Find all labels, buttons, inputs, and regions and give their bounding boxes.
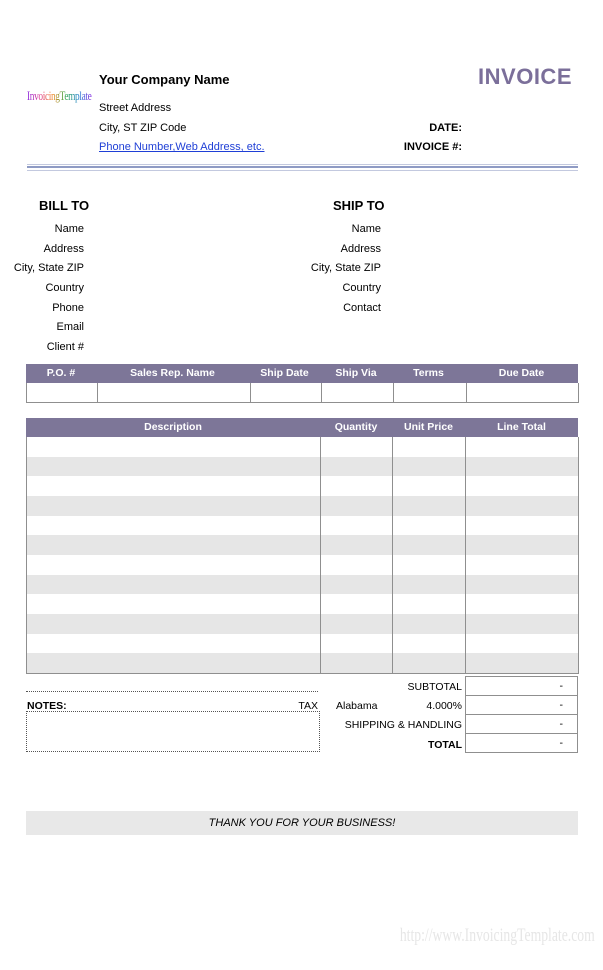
col-description: Description (144, 421, 202, 433)
notes-box[interactable] (26, 711, 320, 752)
tax-value[interactable]: - (465, 696, 578, 715)
item-row[interactable] (27, 535, 578, 555)
bill-to-field: Name (54, 223, 84, 235)
company-logo: InvoicingTemplate (27, 88, 92, 103)
ship-to-field: Contact (343, 302, 381, 314)
company-city: City, ST ZIP Code (99, 122, 187, 134)
col-unit-price: Unit Price (403, 421, 453, 433)
bill-to-field: Country (45, 282, 84, 294)
item-row[interactable] (27, 516, 578, 536)
ship-to-field: Name (351, 223, 381, 235)
cell-divider (320, 437, 321, 673)
col-sales-rep: Sales Rep. Name (130, 367, 215, 379)
item-row[interactable] (27, 496, 578, 516)
item-row[interactable] (27, 614, 578, 634)
item-row[interactable] (27, 634, 578, 654)
item-row[interactable] (27, 437, 578, 457)
bill-to-field: Address (43, 243, 84, 255)
cell-divider (250, 383, 251, 402)
tax-label: TAX (298, 700, 318, 712)
header-rule-1 (27, 164, 578, 165)
bill-to-title: BILL TO (39, 198, 90, 213)
thank-you-message: THANK YOU FOR YOUR BUSINESS! (26, 811, 578, 835)
subtotal-value[interactable]: - (465, 676, 578, 696)
bill-to-field: Phone (52, 302, 84, 314)
order-table-row[interactable] (26, 383, 579, 403)
shipping-value[interactable]: - (465, 715, 578, 734)
item-row[interactable] (27, 457, 578, 477)
bill-to-field: Client # (46, 341, 84, 353)
header-rule-2 (27, 166, 578, 168)
invoice-number-label: INVOICE #: (403, 141, 462, 153)
company-street: Street Address (99, 102, 172, 114)
ship-to-field: Country (342, 282, 381, 294)
cell-divider (321, 383, 322, 402)
col-quantity: Quantity (334, 421, 378, 433)
cell-divider (466, 383, 467, 402)
cell-divider (392, 437, 393, 673)
tax-state[interactable]: Alabama (336, 700, 378, 712)
col-ship-via: Ship Via (335, 367, 377, 379)
notes-label: NOTES: (27, 700, 67, 712)
bill-to-field: City, State ZIP (13, 262, 84, 274)
ship-to-field: Address (340, 243, 381, 255)
date-label: DATE: (429, 122, 462, 134)
company-contact-link[interactable]: Phone Number,Web Address, etc. (99, 141, 265, 153)
total-label: TOTAL (427, 739, 462, 751)
shipping-label: SHIPPING & HANDLING (344, 719, 462, 731)
ship-to-title: SHIP TO (333, 198, 385, 213)
item-row[interactable] (27, 653, 578, 673)
notes-top-rule (26, 691, 318, 692)
watermark: http://www.InvoicingTemplate.com (400, 925, 595, 946)
company-name: Your Company Name (99, 72, 230, 87)
col-due-date: Due Date (498, 367, 545, 379)
order-table-header (26, 364, 578, 383)
col-po-number: P.O. # (46, 367, 76, 379)
item-row[interactable] (27, 594, 578, 614)
cell-divider (465, 437, 466, 673)
item-row[interactable] (27, 555, 578, 575)
item-row[interactable] (27, 575, 578, 595)
col-ship-date: Ship Date (260, 367, 309, 379)
item-row[interactable] (27, 476, 578, 496)
cell-divider (97, 383, 98, 402)
subtotal-label: SUBTOTAL (407, 681, 462, 693)
col-terms: Terms (413, 367, 444, 379)
total-value[interactable]: - (465, 734, 578, 753)
tax-rate[interactable]: 4.000% (426, 700, 462, 712)
items-table-header (26, 418, 578, 437)
bill-to-field: Email (56, 321, 84, 333)
cell-divider (393, 383, 394, 402)
ship-to-field: City, State ZIP (310, 262, 381, 274)
header-rule-3 (27, 170, 578, 171)
items-table-body[interactable] (26, 437, 579, 674)
invoice-title: INVOICE (478, 64, 572, 89)
col-line-total: Line Total (497, 421, 546, 433)
